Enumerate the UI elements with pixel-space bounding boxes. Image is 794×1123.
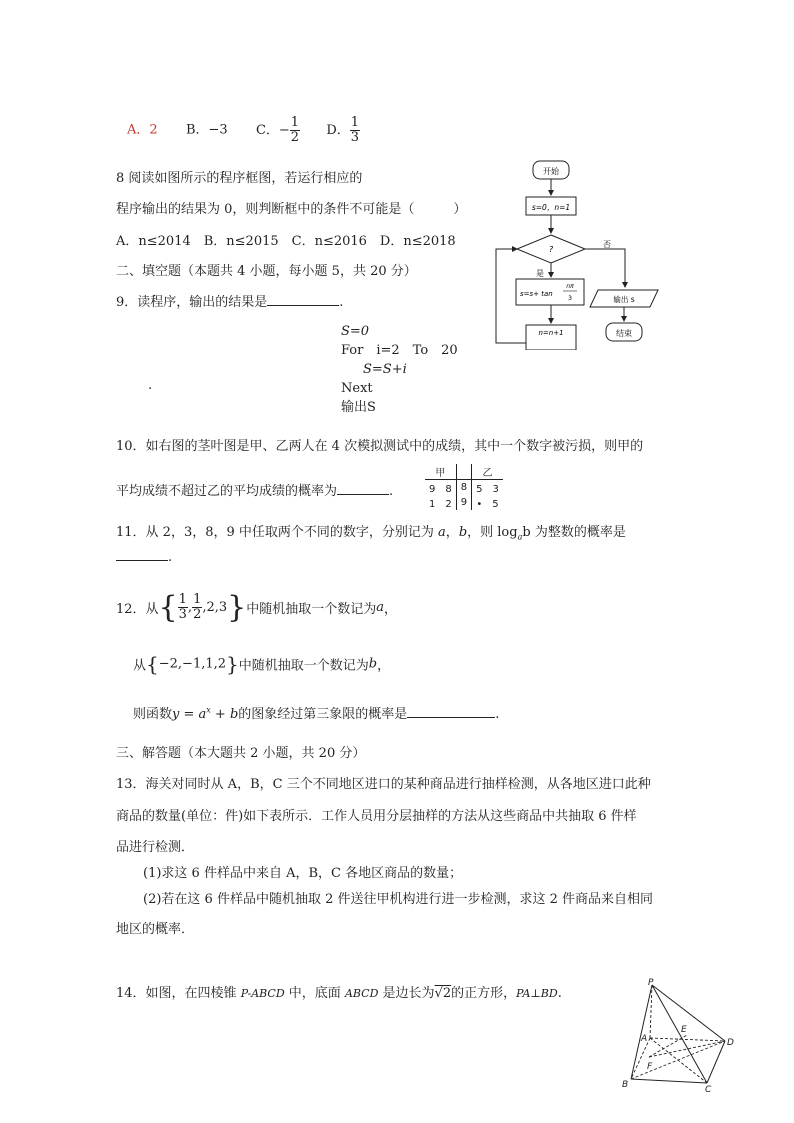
q7-choice-d: D． $\frac{1}{3}$ [326,115,360,145]
flow-output-label: 输出 s [613,295,635,304]
q8-line1: 8 阅读如图所示的程序框图，若运行相应的 [116,171,363,186]
q10-line2: 平均成绩不超过乙的平均成绩的概率为 . [116,484,394,499]
flow-cond-label: ? [548,245,554,254]
fig-label-d: D [727,1038,734,1048]
fig-label-e: E [681,1025,687,1035]
q10-stem-leaf [425,464,503,510]
q13-line3: 品进行检测． [116,840,195,855]
flow-incr-label: n=n+1 [538,329,564,337]
flow-no-label: 否 [603,240,611,249]
section-3-heading: 三、解答题（本大题共 2 小题，共 20 分） [116,746,366,761]
fig-label-a: A [641,1034,648,1044]
q10-line1: 10．如右图的茎叶图是甲、乙两人在 4 次模拟测试中的成绩，其中一个数字被污损，则甲的 [116,439,644,454]
q14-text: 14．如图，在四棱锥 P-ABCD 中，底面 ABCD 是边长为√2的正方形，PA⊥BD. [116,986,562,1001]
q8-flowchart [490,155,670,350]
stem-head-left: 甲 [435,468,446,479]
stem-row: 1 2 9 • 5 [429,497,499,510]
q9-code-line-5: 输出S [341,400,376,415]
q13-sub1: (1)求这 6 件样品中来自 A，B，C 各地区商品的数量； [143,866,463,881]
q11-line2: . [116,550,172,565]
q9-code-line-3: S=S+i [363,362,407,377]
q10-answer-blank [337,494,389,495]
q9-code-line-1: S=0 [341,324,370,339]
q7-choice-a: A．2 [127,122,158,138]
flow-update-den: 3 [568,295,572,302]
fig-label-p: P [648,978,654,988]
section-2-heading: 二、填空题（本题共 4 小题，每小题 5，共 20 分） [116,264,417,279]
q12-line2: 从{−2,−1,1,2}中随机抽取一个数记为b， [133,652,391,676]
q7-choices [127,116,360,144]
q14-pyramid-figure [615,975,745,1095]
flow-end-label: 结束 [616,329,632,338]
q9-code [341,322,458,417]
q12-line1: 12．从{ $\frac{1}{3}$ , $\frac{1}{2}$ ,2,3}中随机抽取一个数记为a， [116,590,398,625]
stem-head-right: 乙 [482,468,493,479]
q9-answer-blank [267,305,339,306]
q9-code-line-4: Next [341,381,373,396]
q13-line1: 13．海关对同时从 A，B，C 三个不同地区进口的某种商品进行抽样检测，从各地区进口此种 [116,777,651,792]
flow-update-label: s=s+ tan [520,290,553,298]
fig-label-b: B [622,1080,629,1090]
q13-sub2a: (2)若在这 6 件样品中随机抽取 2 件送往甲机构进行进一步检测，求这 2 件商品来自相同 [143,892,654,907]
q13-line2: 商品的数量(单位：件)如下表所示．工作人员用分层抽样的方法从这些商品中共抽取 6 件样 [116,809,637,824]
flow-start-label: 开始 [543,167,559,176]
q12-answer-blank [407,717,495,718]
flow-init-label: s=0，n=1 [531,203,571,212]
flow-update-num: nπ [566,283,574,290]
q7-choice-c: C．− $\frac{1}{2}$ [255,115,300,145]
q9-text: 9．读程序，输出的结果是 . [116,295,344,310]
fig-label-f: F [647,1062,653,1072]
q11-answer-blank [116,560,168,561]
fig-label-c: C [705,1085,712,1095]
q11-line1: 11．从 2，3，8，9 中任取两个不同的数字，分别记为 a，b，则 $\log_ab$ 为整数的概率是 [116,525,626,542]
q13-sub2b: 地区的概率． [116,922,195,937]
q8-choices: A．n≤2014 B．n≤2015 C．n≤2016 D．n≤2018 [116,234,456,249]
q9-code-line-2: For i=2 To 20 [341,343,458,358]
q8-line2: 程序输出的结果为 0，则判断框中的条件不可能是（ ） [116,202,467,217]
stem-row: 9 8 8 5 3 [425,480,503,496]
q7-choice-b: B．−3 [185,122,228,138]
q9-stray-dot: . [148,378,153,393]
q12-line3: 则函数$y = a^x + b$的图象经过第三象限的概率是 . [133,705,500,722]
flow-yes-label: 是 [536,269,544,278]
